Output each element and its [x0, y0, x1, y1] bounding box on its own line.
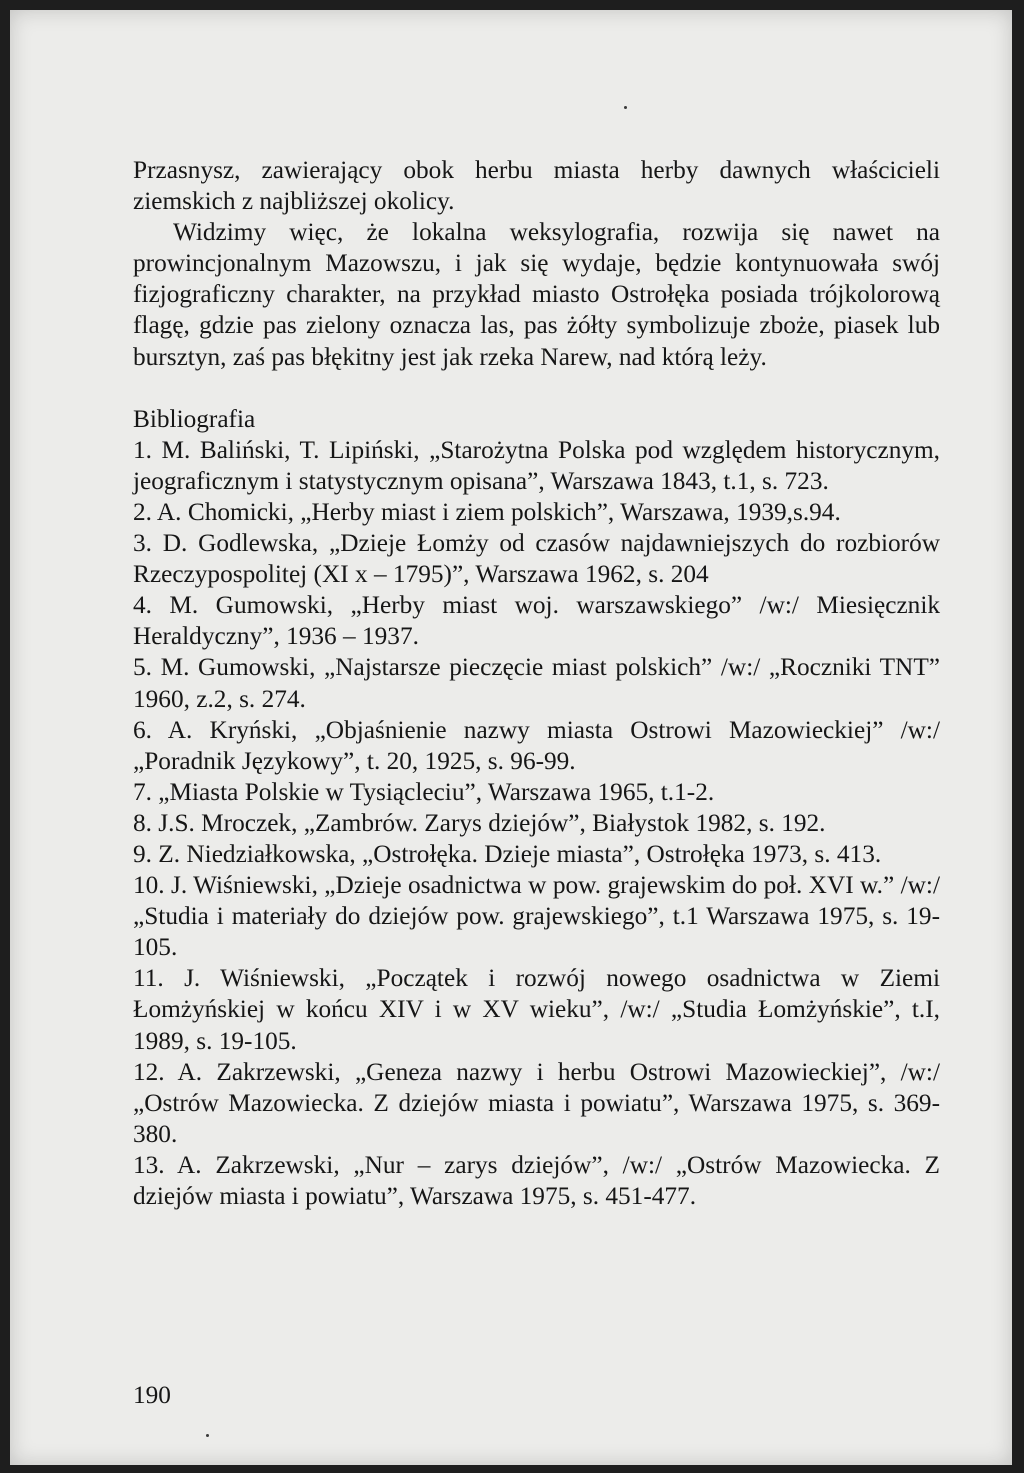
print-speck [206, 1434, 209, 1437]
bibliography-item: 8. J.S. Mroczek, „Zambrów. Zarys dziejów”, Białystok 1982, s. 192. [133, 808, 826, 837]
bibliography-item: 10. J. Wiśniewski, „Dzieje osadnictwa w pow. grajewskim do poł. XVI w.” /w:/ „Studia i materiały do dziejów pow. grajewskiego”, t.1 Warszawa 1975, s. 19-105. [133, 871, 940, 962]
bibliography-item: 4. M. Gumowski, „Herby miast woj. warszawskiego” /w:/ Miesięcznik Heraldyczny”, 1936 – 1937. [133, 591, 940, 651]
paragraph-weksylografia: Widzimy więc, że lokalna weksylografia, rozwija się nawet na prowincjonalnym Mazowszu, i jak się wydaje, będzie kontynuowała swój fizjograficzny charakter, na przykład miasto Ostrołęka posiada trójkolorową flagę, gdzie pas zielony oznacza las, pas żółty symbolizuje zboże, piasek lub bursztyn, zaś pas błękitny jest jak rzeka Narew, nad którą leży. [133, 218, 940, 371]
text-block [133, 155, 940, 1212]
bibliography-item: 11. J. Wiśniewski, „Początek i rozwój nowego osadnictwa w Ziemi Łomżyńskiej w końcu XIV i w XV wieku”, /w:/ „Studia Łomżyńskie”, t.I, 1989, s. 19-105. [133, 964, 940, 1055]
bibliography-item: 12. A. Zakrzewski, „Geneza nazwy i herbu Ostrowi Mazowieckiej”, /w:/ „Ostrów Mazowiecka. Z dziejów miasta i powiatu”, Warszawa 1975, s. 369-380. [133, 1057, 940, 1148]
page-number: 190 [133, 1381, 171, 1409]
print-speck [624, 106, 627, 109]
bibliography-item: 9. Z. Niedziałkowska, „Ostrołęka. Dzieje miasta”, Ostrołęka 1973, s. 413. [133, 839, 882, 868]
bibliography-item: 2. A. Chomicki, „Herby miast i ziem polskich”, Warszawa, 1939,s.94. [133, 497, 841, 526]
bibliography-item: 13. A. Zakrzewski, „Nur – zarys dziejów”, /w:/ „Ostrów Mazowiecka. Z dziejów miasta i powiatu”, Warszawa 1975, s. 451-477. [133, 1150, 940, 1210]
bibliography-item: 3. D. Godlewska, „Dzieje Łomży od czasów najdawniejszych do rozbiorów Rzeczypospolitej (XI x – 1795)”, Warszawa 1962, s. 204 [133, 529, 940, 589]
bibliography-item: 6. A. Kryński, „Objaśnienie nazwy miasta Ostrowi Mazowieckiej” /w:/ „Poradnik Językowy”, t. 20, 1925, s. 96-99. [133, 715, 940, 775]
bibliography-item: 7. „Miasta Polskie w Tysiącleciu”, Warszawa 1965, t.1-2. [133, 777, 715, 806]
bibliography-item: 5. M. Gumowski, „Najstarsze pieczęcie miast polskich” /w:/ „Roczniki TNT” 1960, z.2, s. 274. [133, 653, 940, 713]
bibliography-list [133, 435, 940, 1212]
paragraph-continuation: Przasnysz, zawierający obok herbu miasta herby dawnych właścicieli ziemskich z najbliższej okolicy. [133, 156, 940, 216]
bibliography-item: 1. M. Baliński, T. Lipiński, „Starożytna Polska pod względem historycznym, jeograficznym i statystycznym opisana”, Warszawa 1843, t.1, s. 723. [133, 435, 940, 495]
bibliography-heading: Bibliografia [133, 404, 256, 433]
